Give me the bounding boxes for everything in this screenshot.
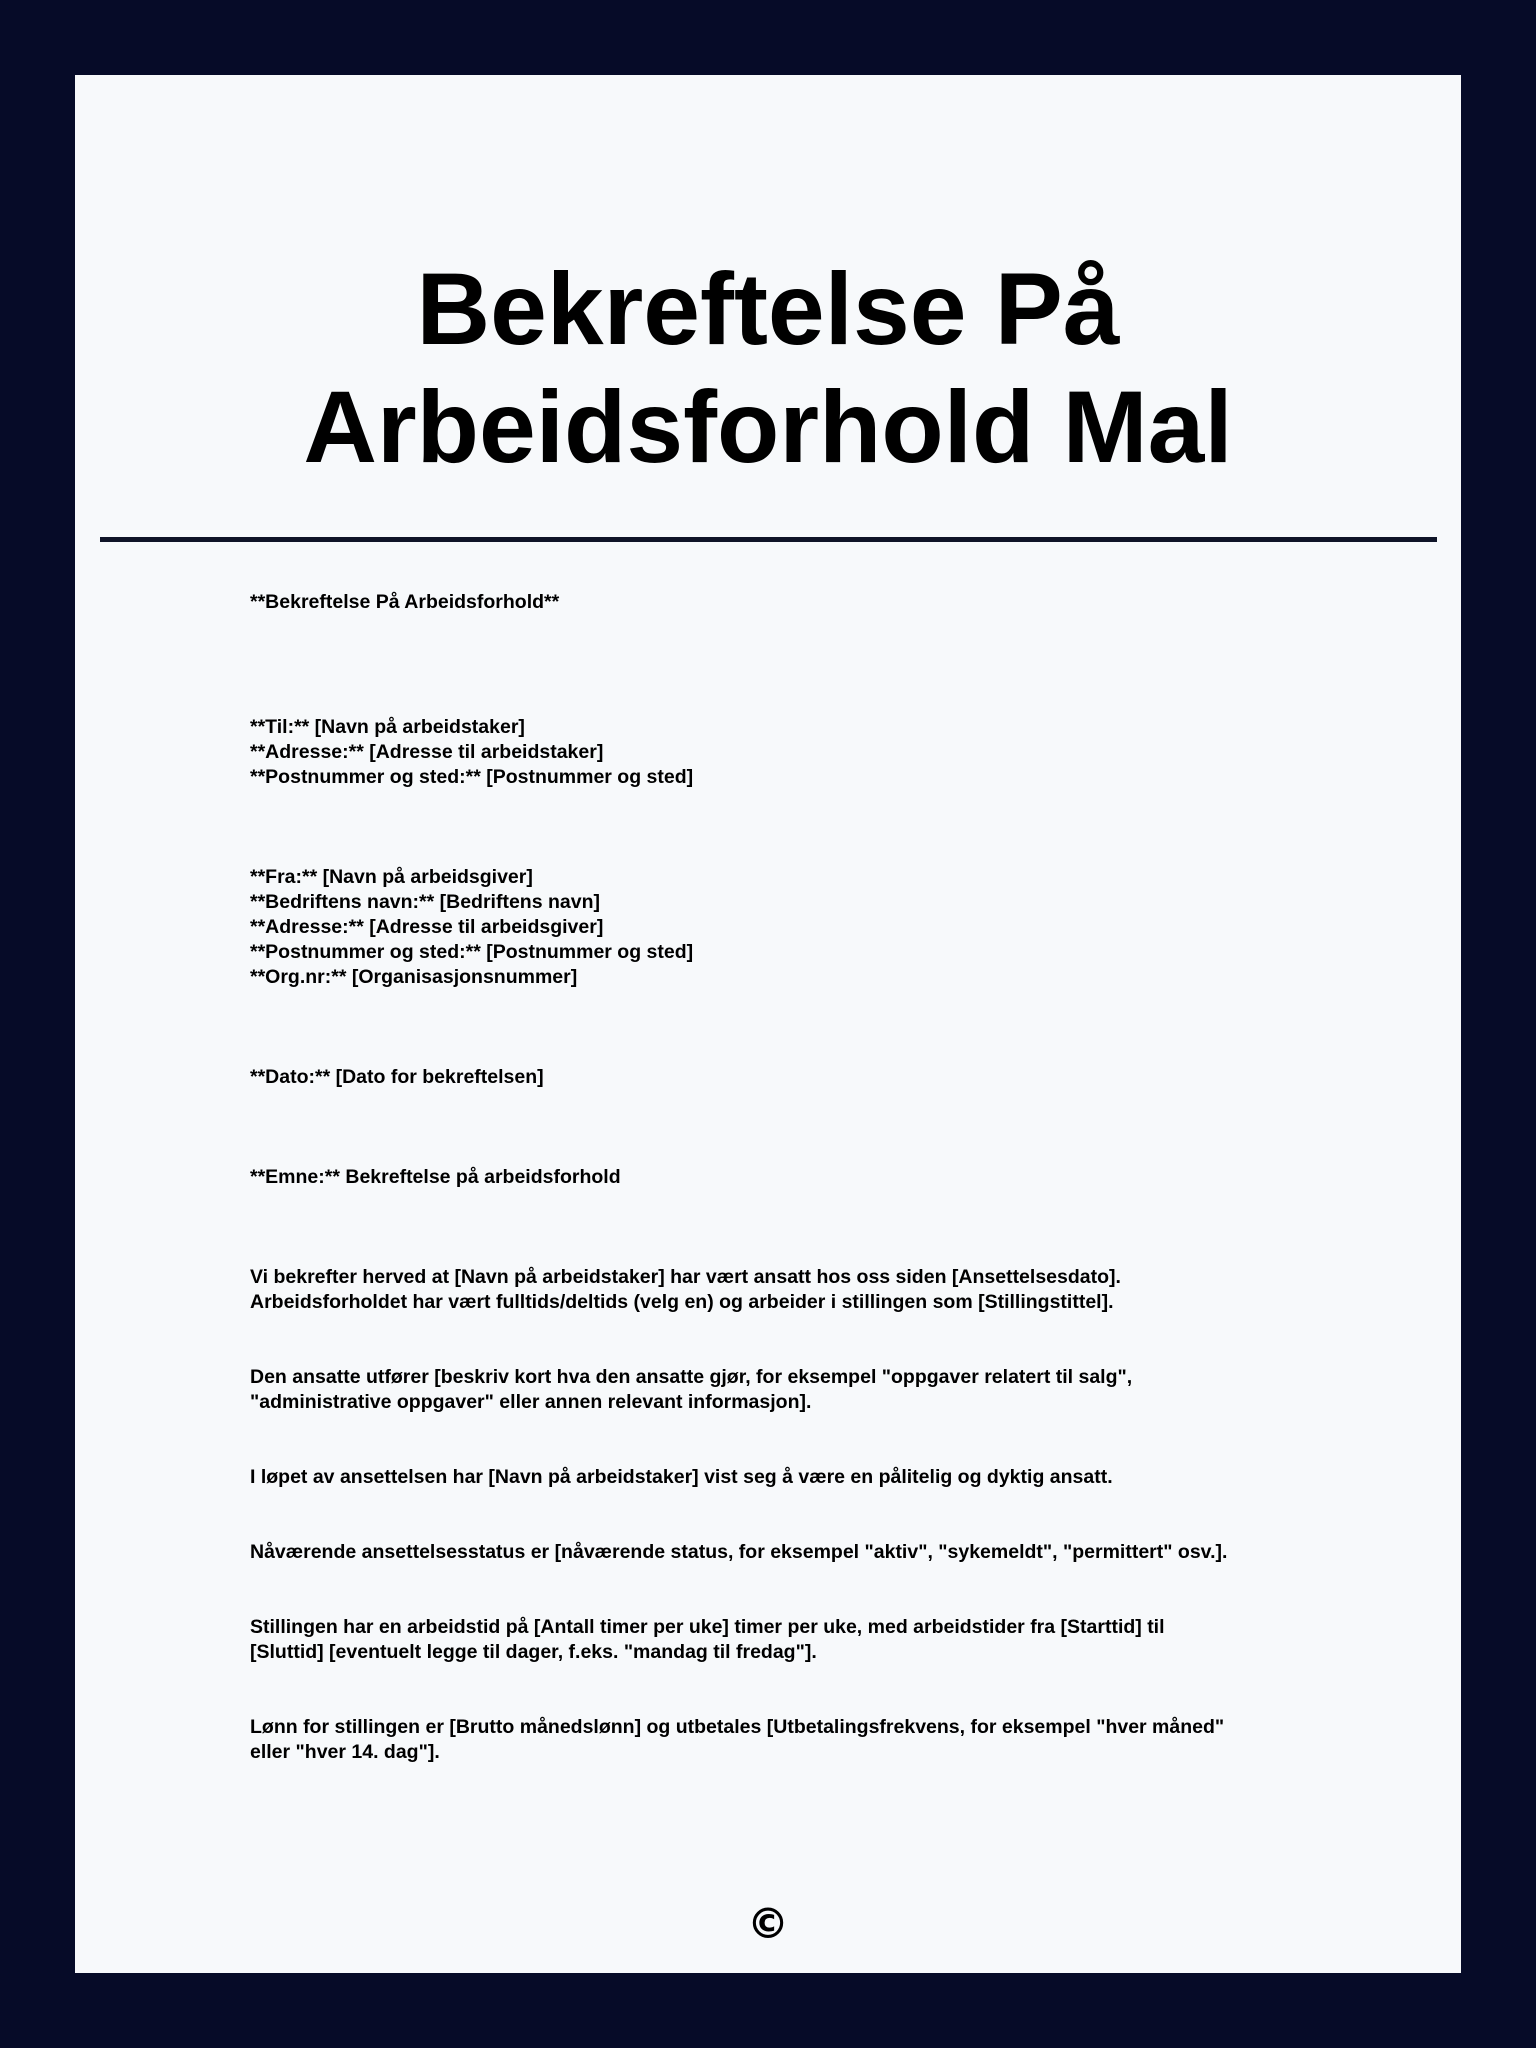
letter-heading-text: **Bekreftelse På Arbeidsforhold** [250, 591, 560, 613]
paragraph-duties [250, 1365, 1310, 1415]
paragraph-salary [250, 1715, 1310, 1765]
sender-block [250, 865, 1310, 990]
paragraph-employment [250, 1265, 1310, 1315]
sender-address: **Adresse:** [Adresse til arbeidsgiver] [250, 916, 604, 938]
copyright-icon: © [747, 1899, 789, 1948]
paragraph-status-line-1: Nåværende ansettelsesstatus er [nåværende status, for eksempel "aktiv", "sykemeldt", "permittert" osv.]. [250, 1541, 1228, 1563]
paragraph-salary-line-2: eller "hver 14. dag"]. [250, 1741, 440, 1763]
paragraph-employment-line-2: Arbeidsforholdet har vært fulltids/deltids (velg en) og arbeider i stillingen som [Stillingstittel]. [250, 1291, 1114, 1313]
paragraph-reliability [250, 1465, 1310, 1490]
recipient-block [250, 715, 1310, 790]
subject-text: **Emne:** Bekreftelse på arbeidsforhold [250, 1166, 621, 1188]
document-title-text: Bekreftelse På Arbeidsforhold Mal [303, 252, 1233, 484]
paragraph-duties-line-1: Den ansatte utfører [beskriv kort hva den ansatte gjør, for eksempel "oppgaver relatert til salg", [250, 1366, 1133, 1388]
paragraph-working-hours-line-1: Stillingen har en arbeidstid på [Antall timer per uke] timer per uke, med arbeidstider fra [Starttid] til [250, 1616, 1165, 1638]
document-title [75, 250, 1461, 486]
sender-postal: **Postnummer og sted:** [Postnummer og sted] [250, 941, 694, 963]
paragraph-employment-line-1: Vi bekrefter herved at [Navn på arbeidstaker] har vært ansatt hos oss siden [Ansettelsesdato]. [250, 1266, 1121, 1288]
paragraph-status [250, 1540, 1310, 1565]
recipient-address: **Adresse:** [Adresse til arbeidstaker] [250, 741, 604, 763]
sender-from: **Fra:** [Navn på arbeidsgiver] [250, 866, 533, 888]
subject-line [250, 1165, 1310, 1190]
title-divider [100, 537, 1437, 542]
sender-org-nr: **Org.nr:** [Organisasjonsnummer] [250, 966, 578, 988]
date-line [250, 1065, 1310, 1090]
document-body [250, 590, 1310, 1765]
paragraph-duties-line-2: "administrative oppgaver" eller annen relevant informasjon]. [250, 1391, 812, 1413]
document-page [75, 75, 1461, 1973]
date-text: **Dato:** [Dato for bekreftelsen] [250, 1066, 544, 1088]
paragraph-working-hours [250, 1615, 1310, 1665]
sender-company: **Bedriftens navn:** [Bedriftens navn] [250, 891, 600, 913]
paragraph-reliability-line-1: I løpet av ansettelsen har [Navn på arbeidstaker] vist seg å være en pålitelig og dyktig ansatt. [250, 1466, 1113, 1488]
letter-heading [250, 590, 1310, 615]
paragraph-working-hours-line-2: [Sluttid] [eventuelt legge til dager, f.eks. "mandag til fredag"]. [250, 1641, 817, 1663]
recipient-postal: **Postnummer og sted:** [Postnummer og sted] [250, 766, 694, 788]
paragraph-salary-line-1: Lønn for stillingen er [Brutto månedslønn] og utbetales [Utbetalingsfrekvens, for eksempel "hver måned" [250, 1716, 1225, 1738]
recipient-to: **Til:** [Navn på arbeidstaker] [250, 716, 525, 738]
